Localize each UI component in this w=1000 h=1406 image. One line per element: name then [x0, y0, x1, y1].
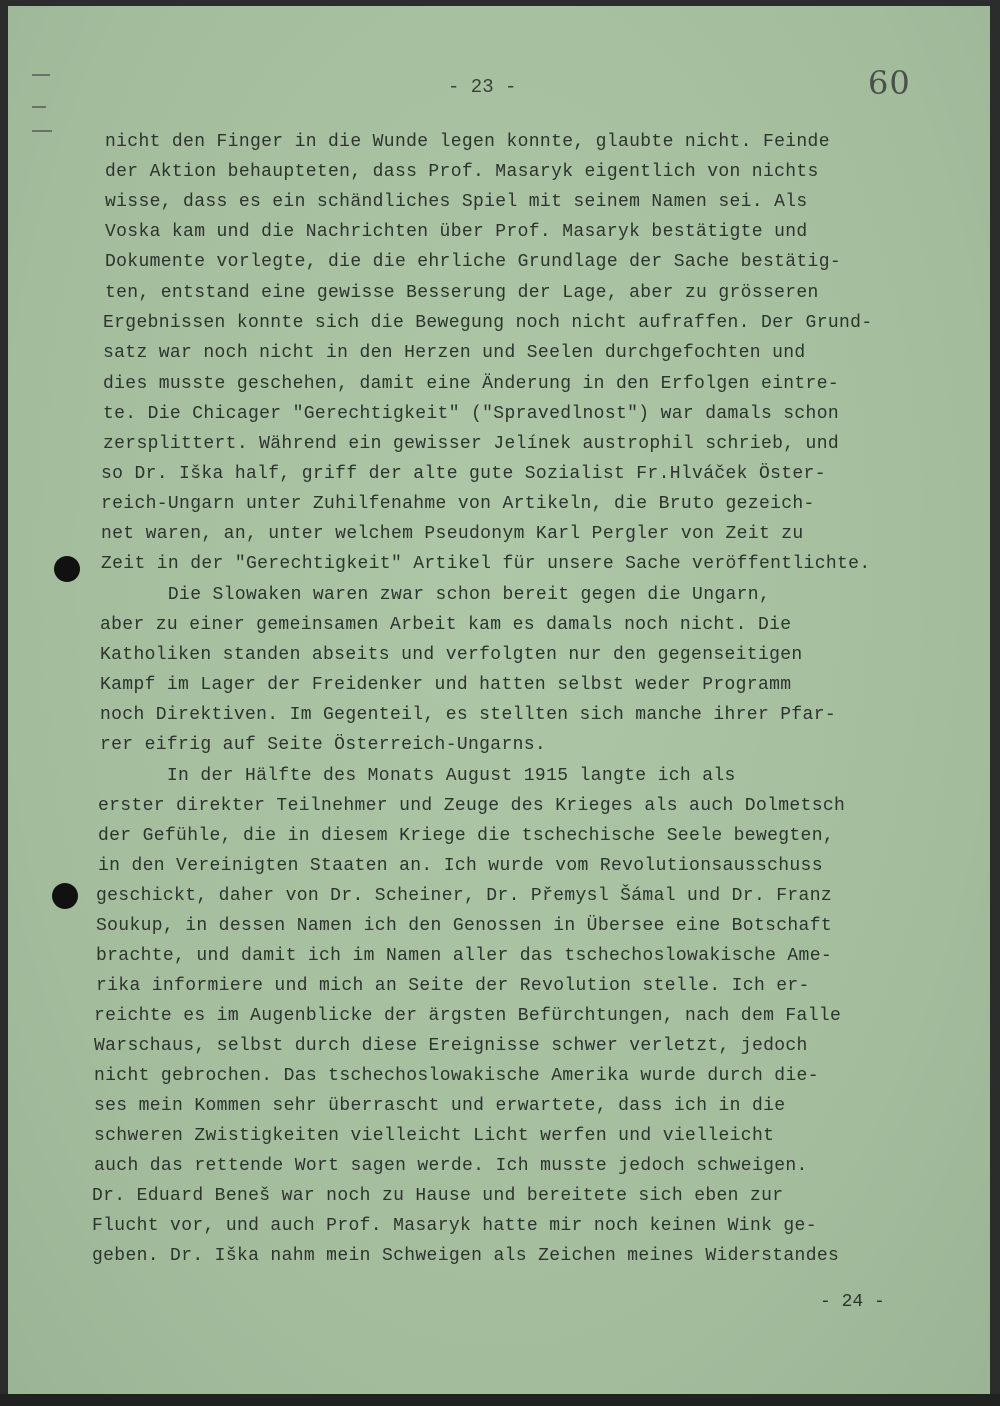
page-number-header: - 23 - [448, 76, 517, 98]
text-line: Warschaus, selbst durch diese Ereignisse schwer verletzt, jedoch [94, 1036, 808, 1056]
text-line: Soukup, in dessen Namen ich den Genossen in Übersee eine Botschaft [96, 916, 833, 936]
text-line: satz war noch nicht in den Herzen und Seelen durchgefochten und [103, 343, 806, 363]
text-line: noch Direktiven. Im Gegenteil, es stellten sich manche ihrer Pfar- [100, 705, 837, 725]
next-page-marker: - 24 - [820, 1292, 885, 1312]
text-line: der Gefühle, die in diesem Kriege die tschechische Seele bewegten, [98, 826, 835, 846]
text-line: geschickt, daher von Dr. Scheiner, Dr. Přemysl Šámal und Dr. Franz [96, 886, 833, 906]
text-line: nicht gebrochen. Das tschechoslowakische Amerika wurde durch die- [94, 1066, 819, 1086]
text-line: rika informiere und mich an Seite der Revolution stelle. Ich er- [96, 976, 810, 996]
text-line: Die Slowaken waren zwar schon bereit gegen die Ungarn, [101, 585, 771, 605]
text-line: In der Hälfte des Monats August 1915 langte ich als [100, 766, 736, 786]
text-line: brachte, und damit ich im Namen aller das tschechoslowakische Ame- [96, 946, 833, 966]
text-line: Flucht vor, und auch Prof. Masaryk hatte mir noch keinen Wink ge- [92, 1216, 817, 1236]
punch-hole [52, 883, 78, 909]
text-line: ten, entstand eine gewisse Besserung der Lage, aber zu grösseren [105, 283, 819, 303]
text-line: schweren Zwistigkeiten vielleicht Licht werfen und vielleicht [94, 1126, 775, 1146]
document-page [8, 6, 990, 1394]
text-line: in den Vereinigten Staaten an. Ich wurde vom Revolutionsausschuss [98, 856, 823, 876]
text-line: zersplittert. Während ein gewisser Jelínek austrophil schrieb, und [103, 434, 840, 454]
text-line: auch das rettende Wort sagen werde. Ich musste jedoch schweigen. [94, 1156, 808, 1176]
text-line: dies musste geschehen, damit eine Änderung in den Erfolgen eintre- [103, 374, 840, 394]
text-line: nicht den Finger in die Wunde legen konnte, glaubte nicht. Feinde [105, 132, 830, 152]
text-line: Dr. Eduard Beneš war noch zu Hause und bereitete sich eben zur [92, 1186, 784, 1206]
text-line: reichte es im Augenblicke der ärgsten Befürchtungen, nach dem Falle [94, 1006, 842, 1026]
text-line: Kampf im Lager der Freidenker und hatten selbst weder Programm [100, 675, 792, 695]
text-line: geben. Dr. Iška nahm mein Schweigen als Zeichen meines Widerstandes [92, 1246, 840, 1266]
text-line: te. Die Chicager "Gerechtigkeit" ("Spravedlnost") war damals schon [103, 404, 840, 424]
text-line: ses mein Kommen sehr überrascht und erwartete, dass ich in die [94, 1096, 786, 1116]
text-line: reich-Ungarn unter Zuhilfenahme von Artikeln, die Bruto gezeich- [101, 494, 815, 514]
text-line: erster direkter Teilnehmer und Zeuge des Krieges als auch Dolmetsch [98, 796, 846, 816]
text-line: so Dr. Iška half, griff der alte gute Sozialist Fr.Hlváček Öster- [101, 464, 826, 484]
text-line: net waren, an, unter welchem Pseudonym Karl Pergler von Zeit zu [101, 524, 804, 544]
text-line: rer eifrig auf Seite Österreich-Ungarns. [100, 735, 547, 755]
folio-number: 60 [868, 64, 911, 102]
typed-body-text [8, 6, 990, 1394]
text-line: Katholiken standen abseits und verfolgten nur den gegenseitigen [100, 645, 803, 665]
scan-border [0, 1394, 1000, 1406]
text-line: Ergebnissen konnte sich die Bewegung noch nicht aufraffen. Der Grund- [103, 313, 873, 333]
text-line: wisse, dass es ein schändliches Spiel mit seinem Namen sei. Als [105, 192, 808, 212]
text-line: aber zu einer gemeinsamen Arbeit kam es damals noch nicht. Die [100, 615, 792, 635]
punch-hole [54, 556, 80, 582]
text-line: der Aktion behaupteten, dass Prof. Masaryk eigentlich von nichts [105, 162, 819, 182]
text-line: Zeit in der "Gerechtigkeit" Artikel für unsere Sache veröffentlichte. [101, 554, 871, 574]
text-line: Voska kam und die Nachrichten über Prof. Masaryk bestätigte und [105, 222, 808, 242]
text-line: Dokumente vorlegte, die die ehrliche Grundlage der Sache bestätig- [105, 252, 842, 272]
